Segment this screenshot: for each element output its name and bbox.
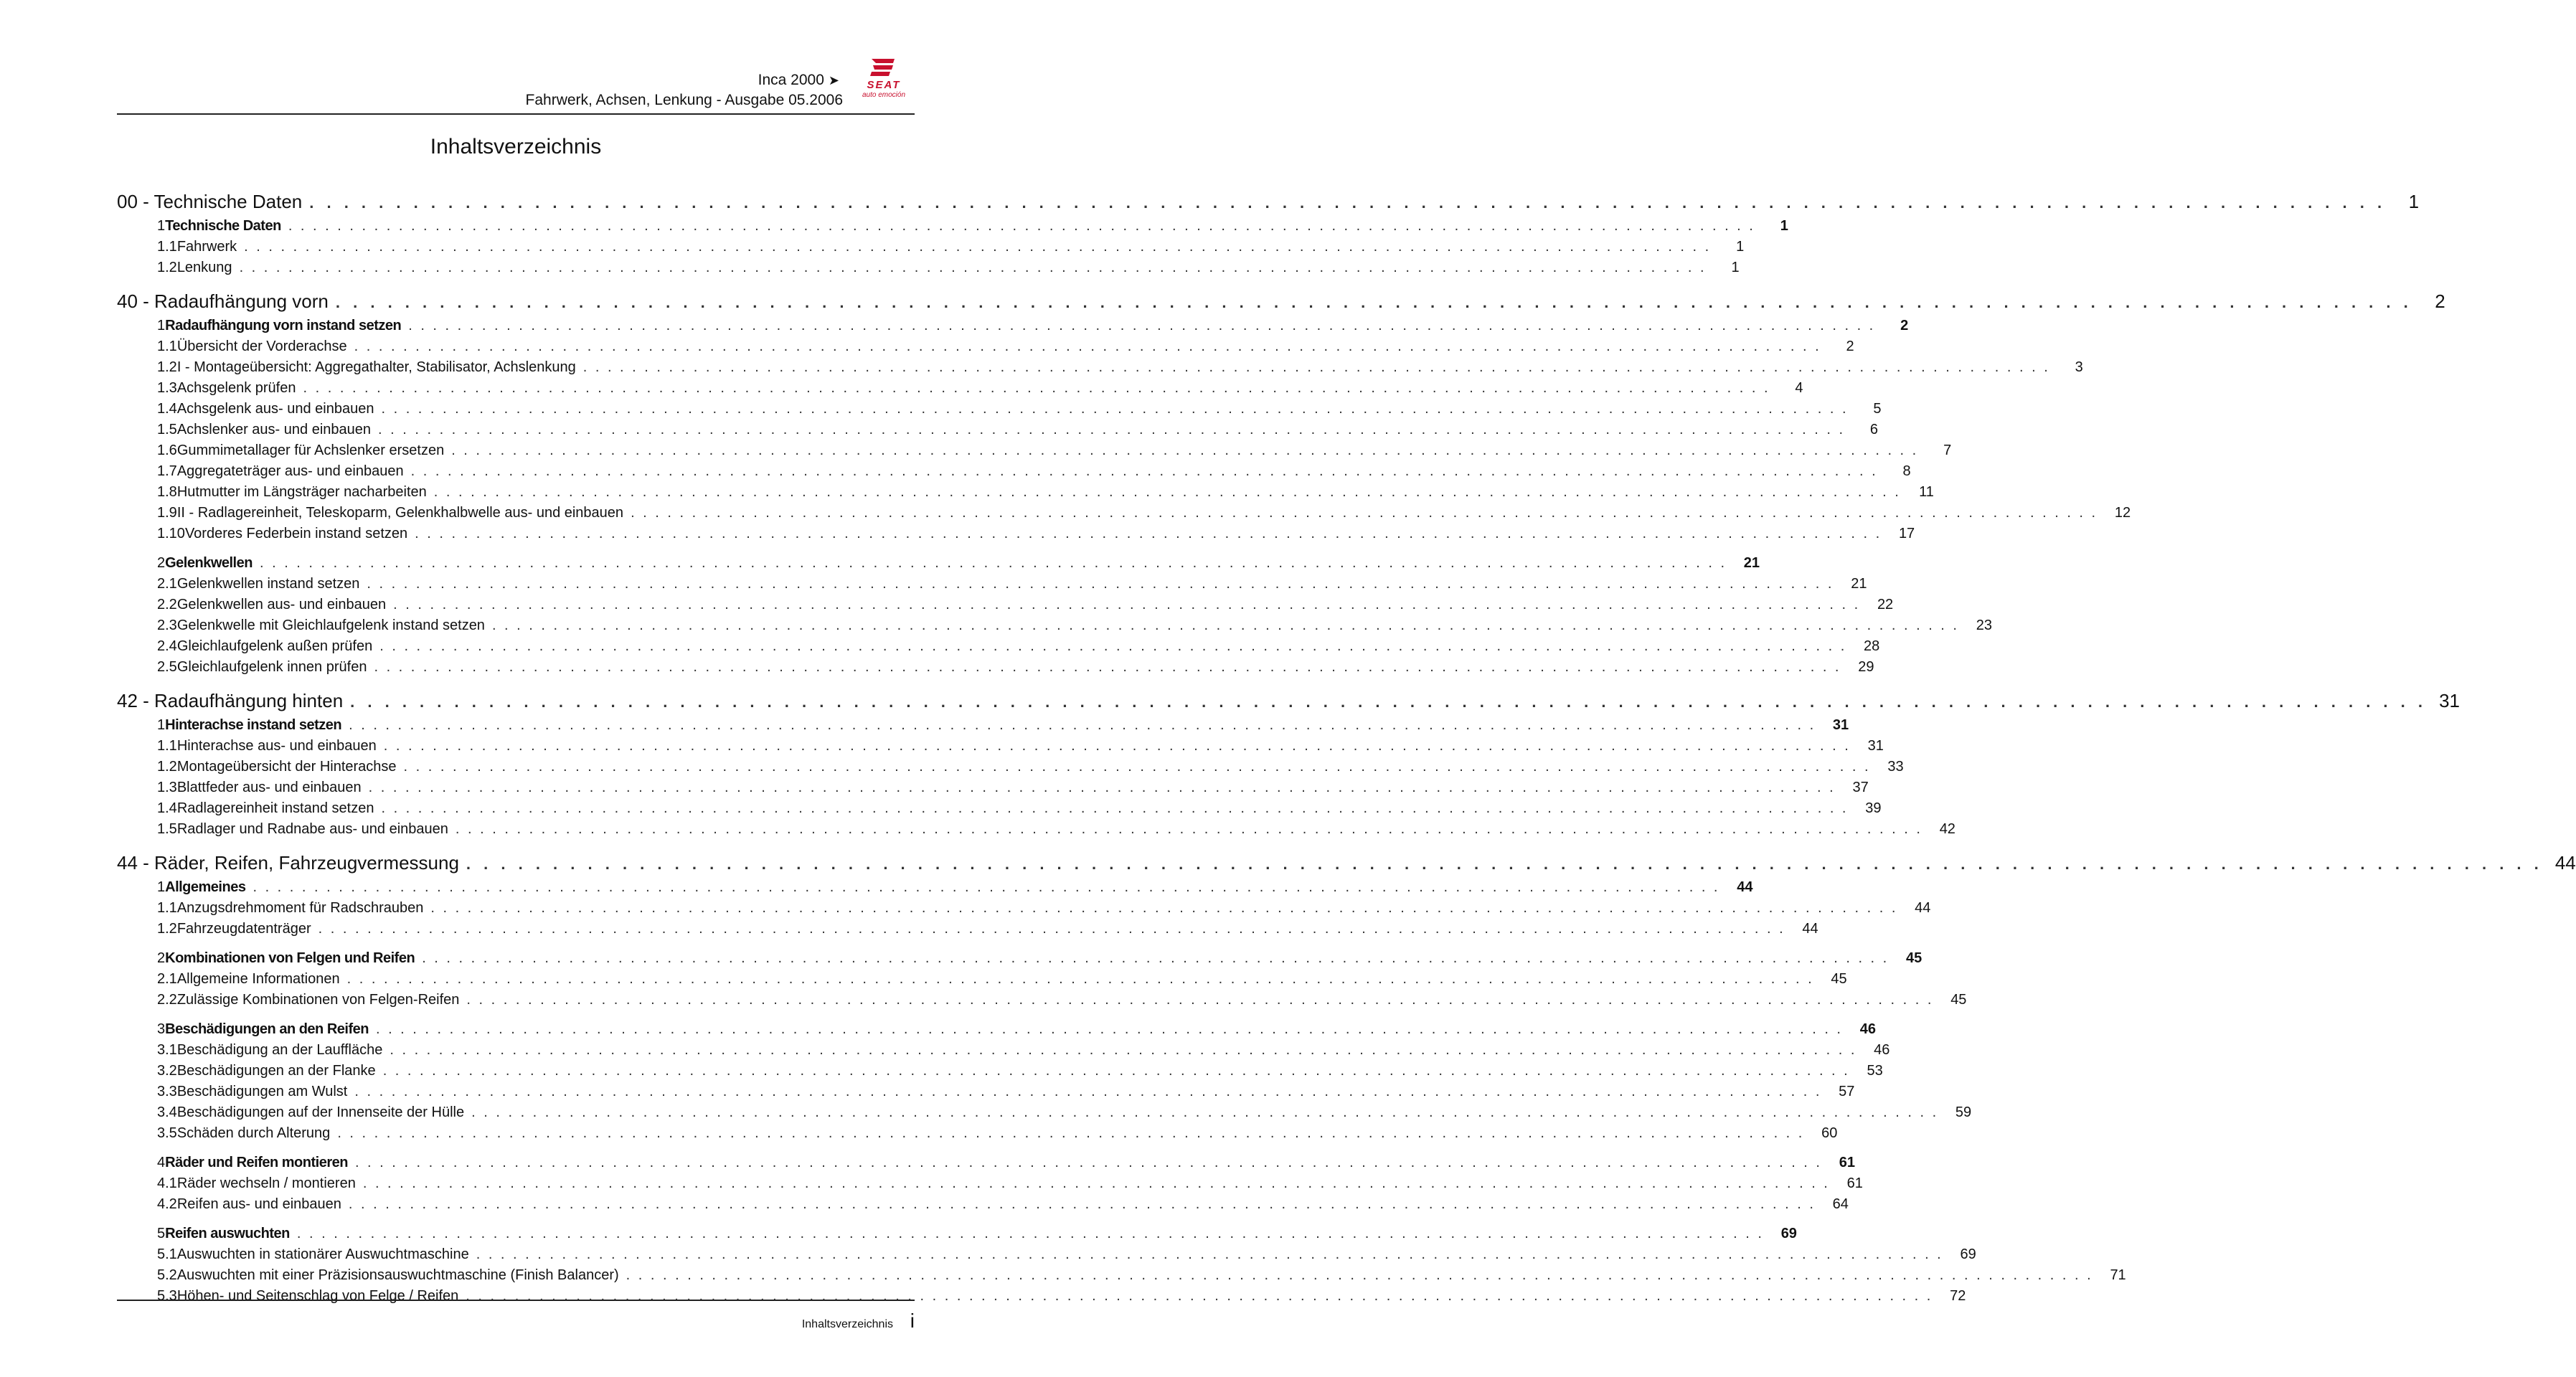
dot-leader: . . . . . . . . . . . . . . . . . . . . . . . . . . . . . . . . . . . . . . . . . . . . . . . . . . . . . . . . . . . . . . . . . . . . . . . . . . . . . . . . . . . . . . . . . . . . . . . . . . . . . . . . . . . . . . . . . . . . . . . . <box>244 239 1712 255</box>
toc-page-number: 44 <box>2554 852 2576 874</box>
toc-page-number: 3 <box>2075 359 2083 375</box>
toc-entry-title: Reifen auswuchten <box>165 1226 290 1241</box>
toc-entry-number: 2.2 <box>157 597 177 612</box>
toc-sub-row[interactable] <box>117 339 1854 359</box>
toc-entry-number: 1 <box>157 879 166 895</box>
dot-leader: . . . . . . . . . . . . . . . . . . . . . . . . . . . . . . . . . . . . . . . . . . . . . . . . . . . . . . . . . . . . . . . . . . . . . . . . . . . . . . . . . . . . . . . . . . . . . . . . . . . . . . . . . . . . . . . . . . . . . . . . <box>430 900 1898 916</box>
toc-sub-row[interactable] <box>117 597 1894 617</box>
document-title: Inhaltsverzeichnis <box>430 135 602 158</box>
toc-sec-row[interactable] <box>117 218 1788 239</box>
toc-sub-row[interactable] <box>117 759 1904 780</box>
toc-entry-number: 2.5 <box>157 659 177 675</box>
toc-page-number: 71 <box>2110 1267 2126 1283</box>
dot-leader: . . . . . . . . . . . . . . . . . . . . . . . . . . . . . . . . . . . . . . . . . . . . . . . . . . . . . . . . . . . . . . . . . . . . . . . . . . . . . . . . . . . . . . . . . . . . . . . . . . . . . . . . . . . . . . . . . . . . . . . . <box>455 821 1922 837</box>
dot-leader: . . . . . . . . . . . . . . . . . . . . . . . . . . . . . . . . . . . . . . . . . . . . . . . . . . . . . . . . . . . . . . . . . . . . . . . . . . . . . . . . . . . . . . . . . . . . . . . . . . . . . . . . . . . . . . . . . . . . . . . . <box>239 260 1707 275</box>
dot-leader: . . . . . . . . . . . . . . . . . . . . . . . . . . . . . . . . . . . . . . . . . . . . . . . . . . . . . . . . . . . . . . . . . . . . . . . . . . . . . . . . . . . . . . . . . . . . . . . . . . . . . . . . . . . . . . . . . . . . . . . . <box>433 484 1901 500</box>
toc-sub-row[interactable] <box>117 900 1931 921</box>
toc-entry-number: 1 <box>157 717 166 733</box>
dot-leader: . . . . . . . . . . . . . . . . . . . . . . . . . . . . . . . . . . . . . . . . . . . . . . . . . . . . . . . . . . . . . . . . . . . . . . . . . . . . . . . . . . . . . . . . . . . . . . . . . . . . . . . . . . . . . . . . . . . . . . . . <box>348 1196 1816 1212</box>
dot-leader: . . . . . . . . . . . . . . . . . . . . . . . . . . . . . . . . . . . . . . . . . . . . . . . . . . . . . . . . . . . . . . . . . . . . . . . . . . . . . . . . . . . . . . . . . . . . . . . . . . . . . . . . . . . . . . . . . . . . . . . . <box>451 443 1919 458</box>
toc-page-number: 2 <box>1900 318 1909 333</box>
dot-leader: . . . . . . . . . . . . . . . . . . . . . . . . . . . . . . . . . . . . . . . . . . . . . . . . . . . . . . . . . . . . . . . . . . . . . . . . . . . . . . . . . . . . . . . . . . . . . . . . . . . . . . . . . . . . . . . . . . . . . . . . <box>349 717 1816 733</box>
toc-page-number: 44 <box>1802 921 1818 937</box>
toc-entry-number: 3.3 <box>157 1084 177 1099</box>
dot-leader: . . . . . . . . . . . . . . . . . . . . . . . . . . . . . . . . . . . . . . . . . . . . . . . . . . . . . . . . . . . . . . . . . . . . . . . . . . . . . . . . . . . . . . . . . . . . . . . . . . . . . . . . . . . . . . . . . . . . . . . . <box>476 1246 1943 1262</box>
toc-entry-title: Lenkung <box>176 260 232 275</box>
toc-entry-title: Beschädigungen am Wulst <box>176 1084 348 1099</box>
toc-entry-number: 1 <box>157 318 166 333</box>
toc-page-number: 42 <box>1939 821 1955 837</box>
footer-label: Inhaltsverzeichnis <box>801 1318 893 1330</box>
dot-leader: . . . . . . . . . . . . . . . . . . . . . . . . . . . . . . . . . . . . . . . . . . . . . . . . . . . . . . . . . . . . . . . . . . . . . . . . . . . . . . . . . . . . . . . . . . . . . . . . . . . . . . . . . . . . . . . . . . . . . . . . <box>466 855 2543 873</box>
toc-entry-number: 5.3 <box>157 1288 177 1304</box>
toc-entry-title: Hinterachse aus- und einbauen <box>176 738 377 754</box>
table-of-contents <box>117 191 2576 1309</box>
toc-entry-number: 1 <box>157 218 166 234</box>
toc-entry-number: 2.1 <box>157 971 177 987</box>
toc-sub-row[interactable] <box>117 359 2083 380</box>
toc-entry-number: 1.5 <box>157 422 177 437</box>
logo-tagline: auto emoción <box>862 91 906 99</box>
dot-leader: . . . . . . . . . . . . . . . . . . . . . . . . . . . . . . . . . . . . . . . . . . . . . . . . . . . . . . . . . . . . . . . . . . . . . . . . . . . . . . . . . . . . . . . . . . . . . . . . . . . . . . . . . . . . . . . . . . . . . . . . <box>422 950 1889 966</box>
toc-entry-title: 44 - Räder, Reifen, Fahrzeugvermessung <box>117 852 459 874</box>
toc-entry-number: 1.1 <box>157 738 177 754</box>
toc-entry-number: 2.1 <box>157 576 177 592</box>
toc-entry-title: Allgemeine Informationen <box>176 971 340 987</box>
toc-entry-number: 1.1 <box>157 239 177 255</box>
toc-entry-number: 2.2 <box>157 992 177 1008</box>
toc-entry-title: 40 - Radaufhängung vorn <box>117 290 329 312</box>
toc-page-number: 59 <box>1955 1104 1972 1120</box>
toc-entry-number: 1.6 <box>157 443 177 458</box>
toc-sub-row[interactable] <box>117 239 1745 260</box>
toc-entry-number: 2.3 <box>157 617 177 633</box>
toc-entry-number: 1.3 <box>157 380 177 396</box>
toc-entry-number: 1.4 <box>157 800 177 816</box>
toc-page-number: 61 <box>1839 1155 1855 1170</box>
dot-leader: . . . . . . . . . . . . . . . . . . . . . . . . . . . . . . . . . . . . . . . . . . . . . . . . . . . . . . . . . . . . . . . . . . . . . . . . . . . . . . . . . . . . . . . . . . . . . . . . . . . . . . . . . . . . . . . . . . . . . . . . <box>471 1104 1939 1120</box>
toc-sub-row[interactable] <box>117 484 1934 505</box>
toc-entry-number: 3.1 <box>157 1042 177 1058</box>
toc-page-number: 1 <box>2408 191 2420 212</box>
toc-page-number: 69 <box>1960 1246 1976 1262</box>
toc-ch-row[interactable] <box>117 290 2445 315</box>
toc-sub-row[interactable] <box>117 738 1884 759</box>
toc-entry-title: Aggregateträger aus- und einbauen <box>176 463 404 479</box>
toc-entry-title: Radlagereinheit instand setzen <box>176 800 374 816</box>
toc-entry-title: Radaufhängung vorn instand setzen <box>165 318 402 333</box>
toc-sub-row[interactable] <box>117 617 1992 638</box>
toc-sub-row[interactable] <box>117 1104 1972 1125</box>
dot-leader: . . . . . . . . . . . . . . . . . . . . . . . . . . . . . . . . . . . . . . . . . . . . . . . . . . . . . . . . . . . . . . . . . . . . . . . . . . . . . . . . . . . . . . . . . . . . . . . . . . . . . . . . . . . . . . . . . . . . . . . . <box>346 971 1814 987</box>
toc-entry-title: Beschädigungen an der Flanke <box>176 1063 376 1079</box>
dot-leader: . . . . . . . . . . . . . . . . . . . . . . . . . . . . . . . . . . . . . . . . . . . . . . . . . . . . . . . . . . . . . . . . . . . . . . . . . . . . . . . . . . . . . . . . . . . . . . . . . . . . . . . . . . . . . . . . . . . . . . . . <box>410 463 1878 479</box>
dot-leader: . . . . . . . . . . . . . . . . . . . . . . . . . . . . . . . . . . . . . . . . . . . . . . . . . . . . . . . . . . . . . . . . . . . . . . . . . . . . . . . . . . . . . . . . . . . . . . . . . . . . . . . . . . . . . . . . . . . . . . . . <box>335 293 2412 311</box>
toc-page-number: 2 <box>2435 290 2445 312</box>
toc-page-number: 7 <box>1943 443 1952 458</box>
toc-sub-row[interactable] <box>117 1196 1849 1217</box>
dot-leader: . . . . . . . . . . . . . . . . . . . . . . . . . . . . . . . . . . . . . . . . . . . . . . . . . . . . . . . . . . . . . . . . . . . . . . . . . . . . . . . . . . . . . . . . . . . . . . . . . . . . . . . . . . . . . . . . . . . . . . . . <box>390 1042 1857 1058</box>
toc-sub-row[interactable] <box>117 380 1803 401</box>
toc-entry-number: 3.2 <box>157 1063 177 1079</box>
toc-sub-row[interactable] <box>117 1084 1855 1104</box>
arrow-right-icon: ➤ <box>828 73 839 87</box>
toc-sub-row[interactable] <box>117 576 1867 597</box>
toc-sub-row[interactable] <box>117 1063 1883 1084</box>
toc-page-number: 8 <box>1902 463 1911 479</box>
dot-leader: . . . . . . . . . . . . . . . . . . . . . . . . . . . . . . . . . . . . . . . . . . . . . . . . . . . . . . . . . . . . . . . . . . . . . . . . . . . . . . . . . . . . . . . . . . . . . . . . . . . . . . . . . . . . . . . . . . . . . . . . <box>253 879 1720 895</box>
toc-sub-row[interactable] <box>117 463 1911 484</box>
toc-entry-title: Beschädigung an der Lauffläche <box>176 1042 383 1058</box>
toc-page-number: 57 <box>1839 1084 1855 1099</box>
toc-page-number: 61 <box>1846 1175 1863 1191</box>
toc-entry-title: Gelenkwellen <box>165 555 253 571</box>
toc-sub-row[interactable] <box>117 1267 2126 1288</box>
toc-entry-title: Allgemeines <box>165 879 246 895</box>
toc-page-number: 64 <box>1832 1196 1849 1212</box>
toc-page-number: 5 <box>1873 401 1882 417</box>
toc-sub-row[interactable] <box>117 659 1874 680</box>
toc-entry-title: Anzugsdrehmoment für Radschrauben <box>176 900 424 916</box>
toc-entry-title: Kombinationen von Felgen und Reifen <box>165 950 415 966</box>
toc-page-number: 21 <box>1851 576 1867 592</box>
toc-sub-row[interactable] <box>117 1125 1838 1146</box>
dot-leader: . . . . . . . . . . . . . . . . . . . . . . . . . . . . . . . . . . . . . . . . . . . . . . . . . . . . . . . . . . . . . . . . . . . . . . . . . . . . . . . . . . . . . . . . . . . . . . . . . . . . . . . . . . . . . . . . . . . . . . . . <box>408 318 1876 333</box>
toc-page-number: 46 <box>1859 1021 1876 1037</box>
page-header <box>117 66 915 115</box>
toc-entry-number: 5.2 <box>157 1267 177 1283</box>
toc-entry-title: 42 - Radaufhängung hinten <box>117 690 344 711</box>
toc-sub-row[interactable] <box>117 1288 1966 1309</box>
seat-logo <box>853 57 915 99</box>
dot-leader: . . . . . . . . . . . . . . . . . . . . . . . . . . . . . . . . . . . . . . . . . . . . . . . . . . . . . . . . . . . . . . . . . . . . . . . . . . . . . . . . . . . . . . . . . . . . . . . . . . . . . . . . . . . . . . . . . . . . . . . . <box>393 597 1861 612</box>
toc-entry-number: 2 <box>157 950 166 966</box>
dot-leader: . . . . . . . . . . . . . . . . . . . . . . . . . . . . . . . . . . . . . . . . . . . . . . . . . . . . . . . . . . . . . . . . . . . . . . . . . . . . . . . . . . . . . . . . . . . . . . . . . . . . . . . . . . . . . . . . . . . . . . . . <box>626 1267 2093 1283</box>
toc-entry-number: 1.1 <box>157 339 177 354</box>
toc-sub-row[interactable] <box>117 992 1967 1013</box>
toc-page-number: 72 <box>1950 1288 1966 1304</box>
toc-entry-title: Auswuchten mit einer Präzisionsauswuchtmaschine (Finish Balancer) <box>176 1267 619 1283</box>
toc-entry-number: 1.2 <box>157 260 177 275</box>
header-subtitle: Fahrwerk, Achsen, Lenkung - Ausgabe 05.2006 <box>525 92 843 108</box>
toc-sub-row[interactable] <box>117 422 1879 443</box>
dot-leader: . . . . . . . . . . . . . . . . . . . . . . . . . . . . . . . . . . . . . . . . . . . . . . . . . . . . . . . . . . . . . . . . . . . . . . . . . . . . . . . . . . . . . . . . . . . . . . . . . . . . . . . . . . . . . . . . . . . . . . . . <box>466 1288 1933 1304</box>
toc-ch-row[interactable] <box>117 191 2420 215</box>
toc-sub-row[interactable] <box>117 1175 1863 1196</box>
toc-entry-number: 1.2 <box>157 921 177 937</box>
toc-entry-title: Technische Daten <box>165 218 281 234</box>
toc-page-number: 22 <box>1877 597 1894 612</box>
dot-leader: . . . . . . . . . . . . . . . . . . . . . . . . . . . . . . . . . . . . . . . . . . . . . . . . . . . . . . . . . . . . . . . . . . . . . . . . . . . . . . . . . . . . . . . . . . . . . . . . . . . . . . . . . . . . . . . . . . . . . . . . <box>378 422 1846 437</box>
toc-page-number: 1 <box>1731 260 1740 275</box>
toc-page-number: 45 <box>1950 992 1967 1008</box>
toc-entry-number: 4 <box>157 1155 166 1170</box>
dot-leader: . . . . . . . . . . . . . . . . . . . . . . . . . . . . . . . . . . . . . . . . . . . . . . . . . . . . . . . . . . . . . . . . . . . . . . . . . . . . . . . . . . . . . . . . . . . . . . . . . . . . . . . . . . . . . . . . . . . . . . . . <box>354 1084 1822 1099</box>
toc-sec-row[interactable] <box>117 318 1909 339</box>
toc-sub-row[interactable] <box>117 780 1869 800</box>
toc-entry-title: Achsgelenk prüfen <box>176 380 296 396</box>
toc-sec-row[interactable] <box>117 879 1753 900</box>
toc-page-number: 60 <box>1821 1125 1838 1141</box>
dot-leader: . . . . . . . . . . . . . . . . . . . . . . . . . . . . . . . . . . . . . . . . . . . . . . . . . . . . . . . . . . . . . . . . . . . . . . . . . . . . . . . . . . . . . . . . . . . . . . . . . . . . . . . . . . . . . . . . . . . . . . . . <box>582 359 2050 375</box>
toc-sub-row[interactable] <box>117 1042 1890 1063</box>
dot-leader: . . . . . . . . . . . . . . . . . . . . . . . . . . . . . . . . . . . . . . . . . . . . . . . . . . . . . . . . . . . . . . . . . . . . . . . . . . . . . . . . . . . . . . . . . . . . . . . . . . . . . . . . . . . . . . . . . . . . . . . . <box>288 218 1755 234</box>
footer-page-number: i <box>910 1310 915 1332</box>
toc-sub-row[interactable] <box>117 443 1952 463</box>
toc-entry-title: Gelenkwellen aus- und einbauen <box>176 597 387 612</box>
toc-entry-title: Räder und Reifen montieren <box>165 1155 348 1170</box>
toc-entry-title: Zulässige Kombinationen von Felgen-Reifen <box>176 992 460 1008</box>
dot-leader: . . . . . . . . . . . . . . . . . . . . . . . . . . . . . . . . . . . . . . . . . . . . . . . . . . . . . . . . . . . . . . . . . . . . . . . . . . . . . . . . . . . . . . . . . . . . . . . . . . . . . . . . . . . . . . . . . . . . . . . . <box>375 1021 1843 1037</box>
page-footer <box>117 1300 915 1332</box>
toc-entry-title: Gleichlaufgelenk innen prüfen <box>176 659 367 675</box>
toc-sub-row[interactable] <box>117 1246 1976 1267</box>
toc-entry-title: Schäden durch Alterung <box>176 1125 331 1141</box>
toc-page-number: 11 <box>1919 484 1934 500</box>
dot-leader: . . . . . . . . . . . . . . . . . . . . . . . . . . . . . . . . . . . . . . . . . . . . . . . . . . . . . . . . . . . . . . . . . . . . . . . . . . . . . . . . . . . . . . . . . . . . . . . . . . . . . . . . . . . . . . . . . . . . . . . . <box>303 380 1770 396</box>
toc-entry-title: Höhen- und Seitenschlag von Felge / Reifen <box>176 1288 459 1304</box>
toc-page-number: 31 <box>1867 738 1884 754</box>
toc-sec-row[interactable] <box>117 1021 1876 1042</box>
toc-page-number: 44 <box>1737 879 1753 895</box>
toc-sub-row[interactable] <box>117 821 1955 842</box>
toc-sub-row[interactable] <box>117 638 1880 659</box>
toc-entry-number: 3.5 <box>157 1125 177 1141</box>
toc-page-number: 44 <box>1915 900 1931 916</box>
toc-entry-title: Reifen aus- und einbauen <box>176 1196 341 1212</box>
toc-entry-title: Achsgelenk aus- und einbauen <box>176 401 374 417</box>
toc-page-number: 31 <box>2439 690 2460 711</box>
dot-leader: . . . . . . . . . . . . . . . . . . . . . . . . . . . . . . . . . . . . . . . . . . . . . . . . . . . . . . . . . . . . . . . . . . . . . . . . . . . . . . . . . . . . . . . . . . . . . . . . . . . . . . . . . . . . . . . . . . . . . . . . <box>466 992 1934 1008</box>
toc-entry-number: 5 <box>157 1226 166 1241</box>
toc-entry-title: Gelenkwellen instand setzen <box>176 576 360 592</box>
dot-leader: . . . . . . . . . . . . . . . . . . . . . . . . . . . . . . . . . . . . . . . . . . . . . . . . . . . . . . . . . . . . . . . . . . . . . . . . . . . . . . . . . . . . . . . . . . . . . . . . . . . . . . . . . . . . . . . . . . . . . . . . <box>491 617 1959 633</box>
toc-entry-title: Übersicht der Vorderachse <box>176 339 347 354</box>
toc-entry-title: Radlager und Radnabe aus- und einbauen <box>176 821 448 837</box>
toc-entry-title: Gelenkwelle mit Gleichlaufgelenk instand setzen <box>176 617 485 633</box>
toc-page-number: 53 <box>1867 1063 1883 1079</box>
dot-leader: . . . . . . . . . . . . . . . . . . . . . . . . . . . . . . . . . . . . . . . . . . . . . . . . . . . . . . . . . . . . . . . . . . . . . . . . . . . . . . . . . . . . . . . . . . . . . . . . . . . . . . . . . . . . . . . . . . . . . . . . <box>382 1063 1850 1079</box>
toc-sub-row[interactable] <box>117 971 1847 992</box>
dot-leader: . . . . . . . . . . . . . . . . . . . . . . . . . . . . . . . . . . . . . . . . . . . . . . . . . . . . . . . . . . . . . . . . . . . . . . . . . . . . . . . . . . . . . . . . . . . . . . . . . . . . . . . . . . . . . . . . . . . . . . . . <box>354 1155 1822 1170</box>
toc-page-number: 29 <box>1858 659 1874 675</box>
toc-entry-number: 1.7 <box>157 463 177 479</box>
dot-leader: . . . . . . . . . . . . . . . . . . . . . . . . . . . . . . . . . . . . . . . . . . . . . . . . . . . . . . . . . . . . . . . . . . . . . . . . . . . . . . . . . . . . . . . . . . . . . . . . . . . . . . . . . . . . . . . . . . . . . . . . <box>383 738 1851 754</box>
toc-entry-title: Beschädigungen auf der Innenseite der Hülle <box>176 1104 465 1120</box>
dot-leader: . . . . . . . . . . . . . . . . . . . . . . . . . . . . . . . . . . . . . . . . . . . . . . . . . . . . . . . . . . . . . . . . . . . . . . . . . . . . . . . . . . . . . . . . . . . . . . . . . . . . . . . . . . . . . . . . . . . . . . . . <box>350 693 2427 711</box>
toc-sub-row[interactable] <box>117 505 2131 526</box>
toc-entry-title: Beschädigungen an den Reifen <box>165 1021 369 1037</box>
toc-entry-number: 4.1 <box>157 1175 177 1191</box>
toc-page-number: 6 <box>1869 422 1879 437</box>
toc-entry-number: 1.2 <box>157 359 177 375</box>
dot-leader: . . . . . . . . . . . . . . . . . . . . . . . . . . . . . . . . . . . . . . . . . . . . . . . . . . . . . . . . . . . . . . . . . . . . . . . . . . . . . . . . . . . . . . . . . . . . . . . . . . . . . . . . . . . . . . . . . . . . . . . . <box>337 1125 1805 1141</box>
toc-sec-row[interactable] <box>117 1155 1855 1175</box>
toc-page-number: 28 <box>1864 638 1880 654</box>
dot-leader: . . . . . . . . . . . . . . . . . . . . . . . . . . . . . . . . . . . . . . . . . . . . . . . . . . . . . . . . . . . . . . . . . . . . . . . . . . . . . . . . . . . . . . . . . . . . . . . . . . . . . . . . . . . . . . . . . . . . . . . . <box>368 780 1836 795</box>
toc-entry-title: Blattfeder aus- und einbauen <box>176 780 362 795</box>
toc-entry-number: 3.4 <box>157 1104 177 1120</box>
dot-leader: . . . . . . . . . . . . . . . . . . . . . . . . . . . . . . . . . . . . . . . . . . . . . . . . . . . . . . . . . . . . . . . . . . . . . . . . . . . . . . . . . . . . . . . . . . . . . . . . . . . . . . . . . . . . . . . . . . . . . . . . <box>381 800 1849 816</box>
toc-sub-row[interactable] <box>117 921 1818 942</box>
toc-entry-title: Achslenker aus- und einbauen <box>176 422 371 437</box>
toc-entry-number: 1.10 <box>157 526 185 541</box>
toc-sec-row[interactable] <box>117 555 1760 576</box>
toc-page-number: 69 <box>1780 1226 1797 1241</box>
toc-page-number: 39 <box>1865 800 1882 816</box>
toc-entry-number: 2.4 <box>157 638 177 654</box>
toc-entry-title: Räder wechseln / montieren <box>176 1175 356 1191</box>
toc-entry-title: Fahrzeugdatenträger <box>176 921 311 937</box>
toc-sub-row[interactable] <box>117 260 1740 280</box>
toc-page-number: 12 <box>2114 505 2131 521</box>
toc-page-number: 1 <box>1736 239 1745 255</box>
dot-leader: . . . . . . . . . . . . . . . . . . . . . . . . . . . . . . . . . . . . . . . . . . . . . . . . . . . . . . . . . . . . . . . . . . . . . . . . . . . . . . . . . . . . . . . . . . . . . . . . . . . . . . . . . . . . . . . . . . . . . . . . <box>381 401 1849 417</box>
toc-entry-number: 4.2 <box>157 1196 177 1212</box>
toc-entry-title: Hutmutter im Längsträger nacharbeiten <box>176 484 427 500</box>
dot-leader: . . . . . . . . . . . . . . . . . . . . . . . . . . . . . . . . . . . . . . . . . . . . . . . . . . . . . . . . . . . . . . . . . . . . . . . . . . . . . . . . . . . . . . . . . . . . . . . . . . . . . . . . . . . . . . . . . . . . . . . . <box>259 555 1727 571</box>
toc-ch-row[interactable] <box>117 852 2576 876</box>
toc-page-number: 21 <box>1743 555 1760 571</box>
dot-leader: . . . . . . . . . . . . . . . . . . . . . . . . . . . . . . . . . . . . . . . . . . . . . . . . . . . . . . . . . . . . . . . . . . . . . . . . . . . . . . . . . . . . . . . . . . . . . . . . . . . . . . . . . . . . . . . . . . . . . . . . <box>309 194 2387 212</box>
dot-leader: . . . . . . . . . . . . . . . . . . . . . . . . . . . . . . . . . . . . . . . . . . . . . . . . . . . . . . . . . . . . . . . . . . . . . . . . . . . . . . . . . . . . . . . . . . . . . . . . . . . . . . . . . . . . . . . . . . . . . . . . <box>354 339 1821 354</box>
logo-wordmark: SEAT <box>867 79 901 91</box>
toc-entry-title: Vorderes Federbein instand setzen <box>184 526 408 541</box>
toc-page-number: 2 <box>1846 339 1854 354</box>
dot-leader: . . . . . . . . . . . . . . . . . . . . . . . . . . . . . . . . . . . . . . . . . . . . . . . . . . . . . . . . . . . . . . . . . . . . . . . . . . . . . . . . . . . . . . . . . . . . . . . . . . . . . . . . . . . . . . . . . . . . . . . . <box>379 638 1847 654</box>
toc-entry-title: Hinterachse instand setzen <box>165 717 342 733</box>
toc-sub-row[interactable] <box>117 526 1915 546</box>
dot-leader: . . . . . . . . . . . . . . . . . . . . . . . . . . . . . . . . . . . . . . . . . . . . . . . . . . . . . . . . . . . . . . . . . . . . . . . . . . . . . . . . . . . . . . . . . . . . . . . . . . . . . . . . . . . . . . . . . . . . . . . . <box>374 659 1841 675</box>
toc-sec-row[interactable] <box>117 717 1849 738</box>
dot-leader: . . . . . . . . . . . . . . . . . . . . . . . . . . . . . . . . . . . . . . . . . . . . . . . . . . . . . . . . . . . . . . . . . . . . . . . . . . . . . . . . . . . . . . . . . . . . . . . . . . . . . . . . . . . . . . . . . . . . . . . . <box>367 576 1834 592</box>
toc-entry-title: Gleichlaufgelenk außen prüfen <box>176 638 373 654</box>
toc-page-number: 45 <box>1905 950 1922 966</box>
toc-ch-row[interactable] <box>117 690 2460 714</box>
dot-leader: . . . . . . . . . . . . . . . . . . . . . . . . . . . . . . . . . . . . . . . . . . . . . . . . . . . . . . . . . . . . . . . . . . . . . . . . . . . . . . . . . . . . . . . . . . . . . . . . . . . . . . . . . . . . . . . . . . . . . . . . <box>318 921 1785 937</box>
toc-entry-number: 2 <box>157 555 166 571</box>
toc-sub-row[interactable] <box>117 401 1882 422</box>
dot-leader: . . . . . . . . . . . . . . . . . . . . . . . . . . . . . . . . . . . . . . . . . . . . . . . . . . . . . . . . . . . . . . . . . . . . . . . . . . . . . . . . . . . . . . . . . . . . . . . . . . . . . . . . . . . . . . . . . . . . . . . . <box>415 526 1882 541</box>
toc-page-number: 33 <box>1887 759 1904 775</box>
dot-leader: . . . . . . . . . . . . . . . . . . . . . . . . . . . . . . . . . . . . . . . . . . . . . . . . . . . . . . . . . . . . . . . . . . . . . . . . . . . . . . . . . . . . . . . . . . . . . . . . . . . . . . . . . . . . . . . . . . . . . . . . <box>362 1175 1830 1191</box>
dot-leader: . . . . . . . . . . . . . . . . . . . . . . . . . . . . . . . . . . . . . . . . . . . . . . . . . . . . . . . . . . . . . . . . . . . . . . . . . . . . . . . . . . . . . . . . . . . . . . . . . . . . . . . . . . . . . . . . . . . . . . . . <box>403 759 1871 775</box>
toc-entry-title: Auswuchten in stationärer Auswuchtmaschine <box>176 1246 469 1262</box>
toc-page-number: 4 <box>1795 380 1803 396</box>
toc-page-number: 46 <box>1874 1042 1890 1058</box>
dot-leader: . . . . . . . . . . . . . . . . . . . . . . . . . . . . . . . . . . . . . . . . . . . . . . . . . . . . . . . . . . . . . . . . . . . . . . . . . . . . . . . . . . . . . . . . . . . . . . . . . . . . . . . . . . . . . . . . . . . . . . . . <box>296 1226 1764 1241</box>
toc-entry-title: Fahrwerk <box>176 239 237 255</box>
toc-entry-title: Montageübersicht der Hinterachse <box>176 759 397 775</box>
toc-entry-number: 3 <box>157 1021 166 1037</box>
toc-entry-number: 1.3 <box>157 780 177 795</box>
header-title: Inca 2000 ➤ <box>758 72 839 88</box>
toc-entry-number: 5.1 <box>157 1246 177 1262</box>
toc-sec-row[interactable] <box>117 950 1922 971</box>
toc-page-number: 23 <box>1976 617 1992 633</box>
dot-leader: . . . . . . . . . . . . . . . . . . . . . . . . . . . . . . . . . . . . . . . . . . . . . . . . . . . . . . . . . . . . . . . . . . . . . . . . . . . . . . . . . . . . . . . . . . . . . . . . . . . . . . . . . . . . . . . . . . . . . . . . <box>631 505 2098 521</box>
toc-entry-title: II - Radlagereinheit, Teleskoparm, Gelenkhalbwelle aus- und einbauen <box>176 505 624 521</box>
toc-entry-number: 1.2 <box>157 759 177 775</box>
toc-page-number: 17 <box>1898 526 1915 541</box>
toc-entry-number: 1.4 <box>157 401 177 417</box>
seat-logo-icon <box>869 57 897 79</box>
toc-page-number: 45 <box>1831 971 1847 987</box>
toc-entry-number: 1.8 <box>157 484 177 500</box>
toc-sub-row[interactable] <box>117 800 1882 821</box>
toc-entry-number: 1.9 <box>157 505 177 521</box>
toc-entry-number: 1.5 <box>157 821 177 837</box>
toc-entry-title: Gummimetallager für Achslenker ersetzen <box>176 443 445 458</box>
toc-entry-title: 00 - Technische Daten <box>117 191 303 212</box>
toc-page-number: 1 <box>1780 218 1788 234</box>
toc-page-number: 37 <box>1852 780 1869 795</box>
toc-sec-row[interactable] <box>117 1226 1797 1246</box>
toc-page-number: 31 <box>1832 717 1849 733</box>
toc-entry-number: 1.1 <box>157 900 177 916</box>
toc-entry-title: I - Montageübersicht: Aggregathalter, Stabilisator, Achslenkung <box>176 359 576 375</box>
